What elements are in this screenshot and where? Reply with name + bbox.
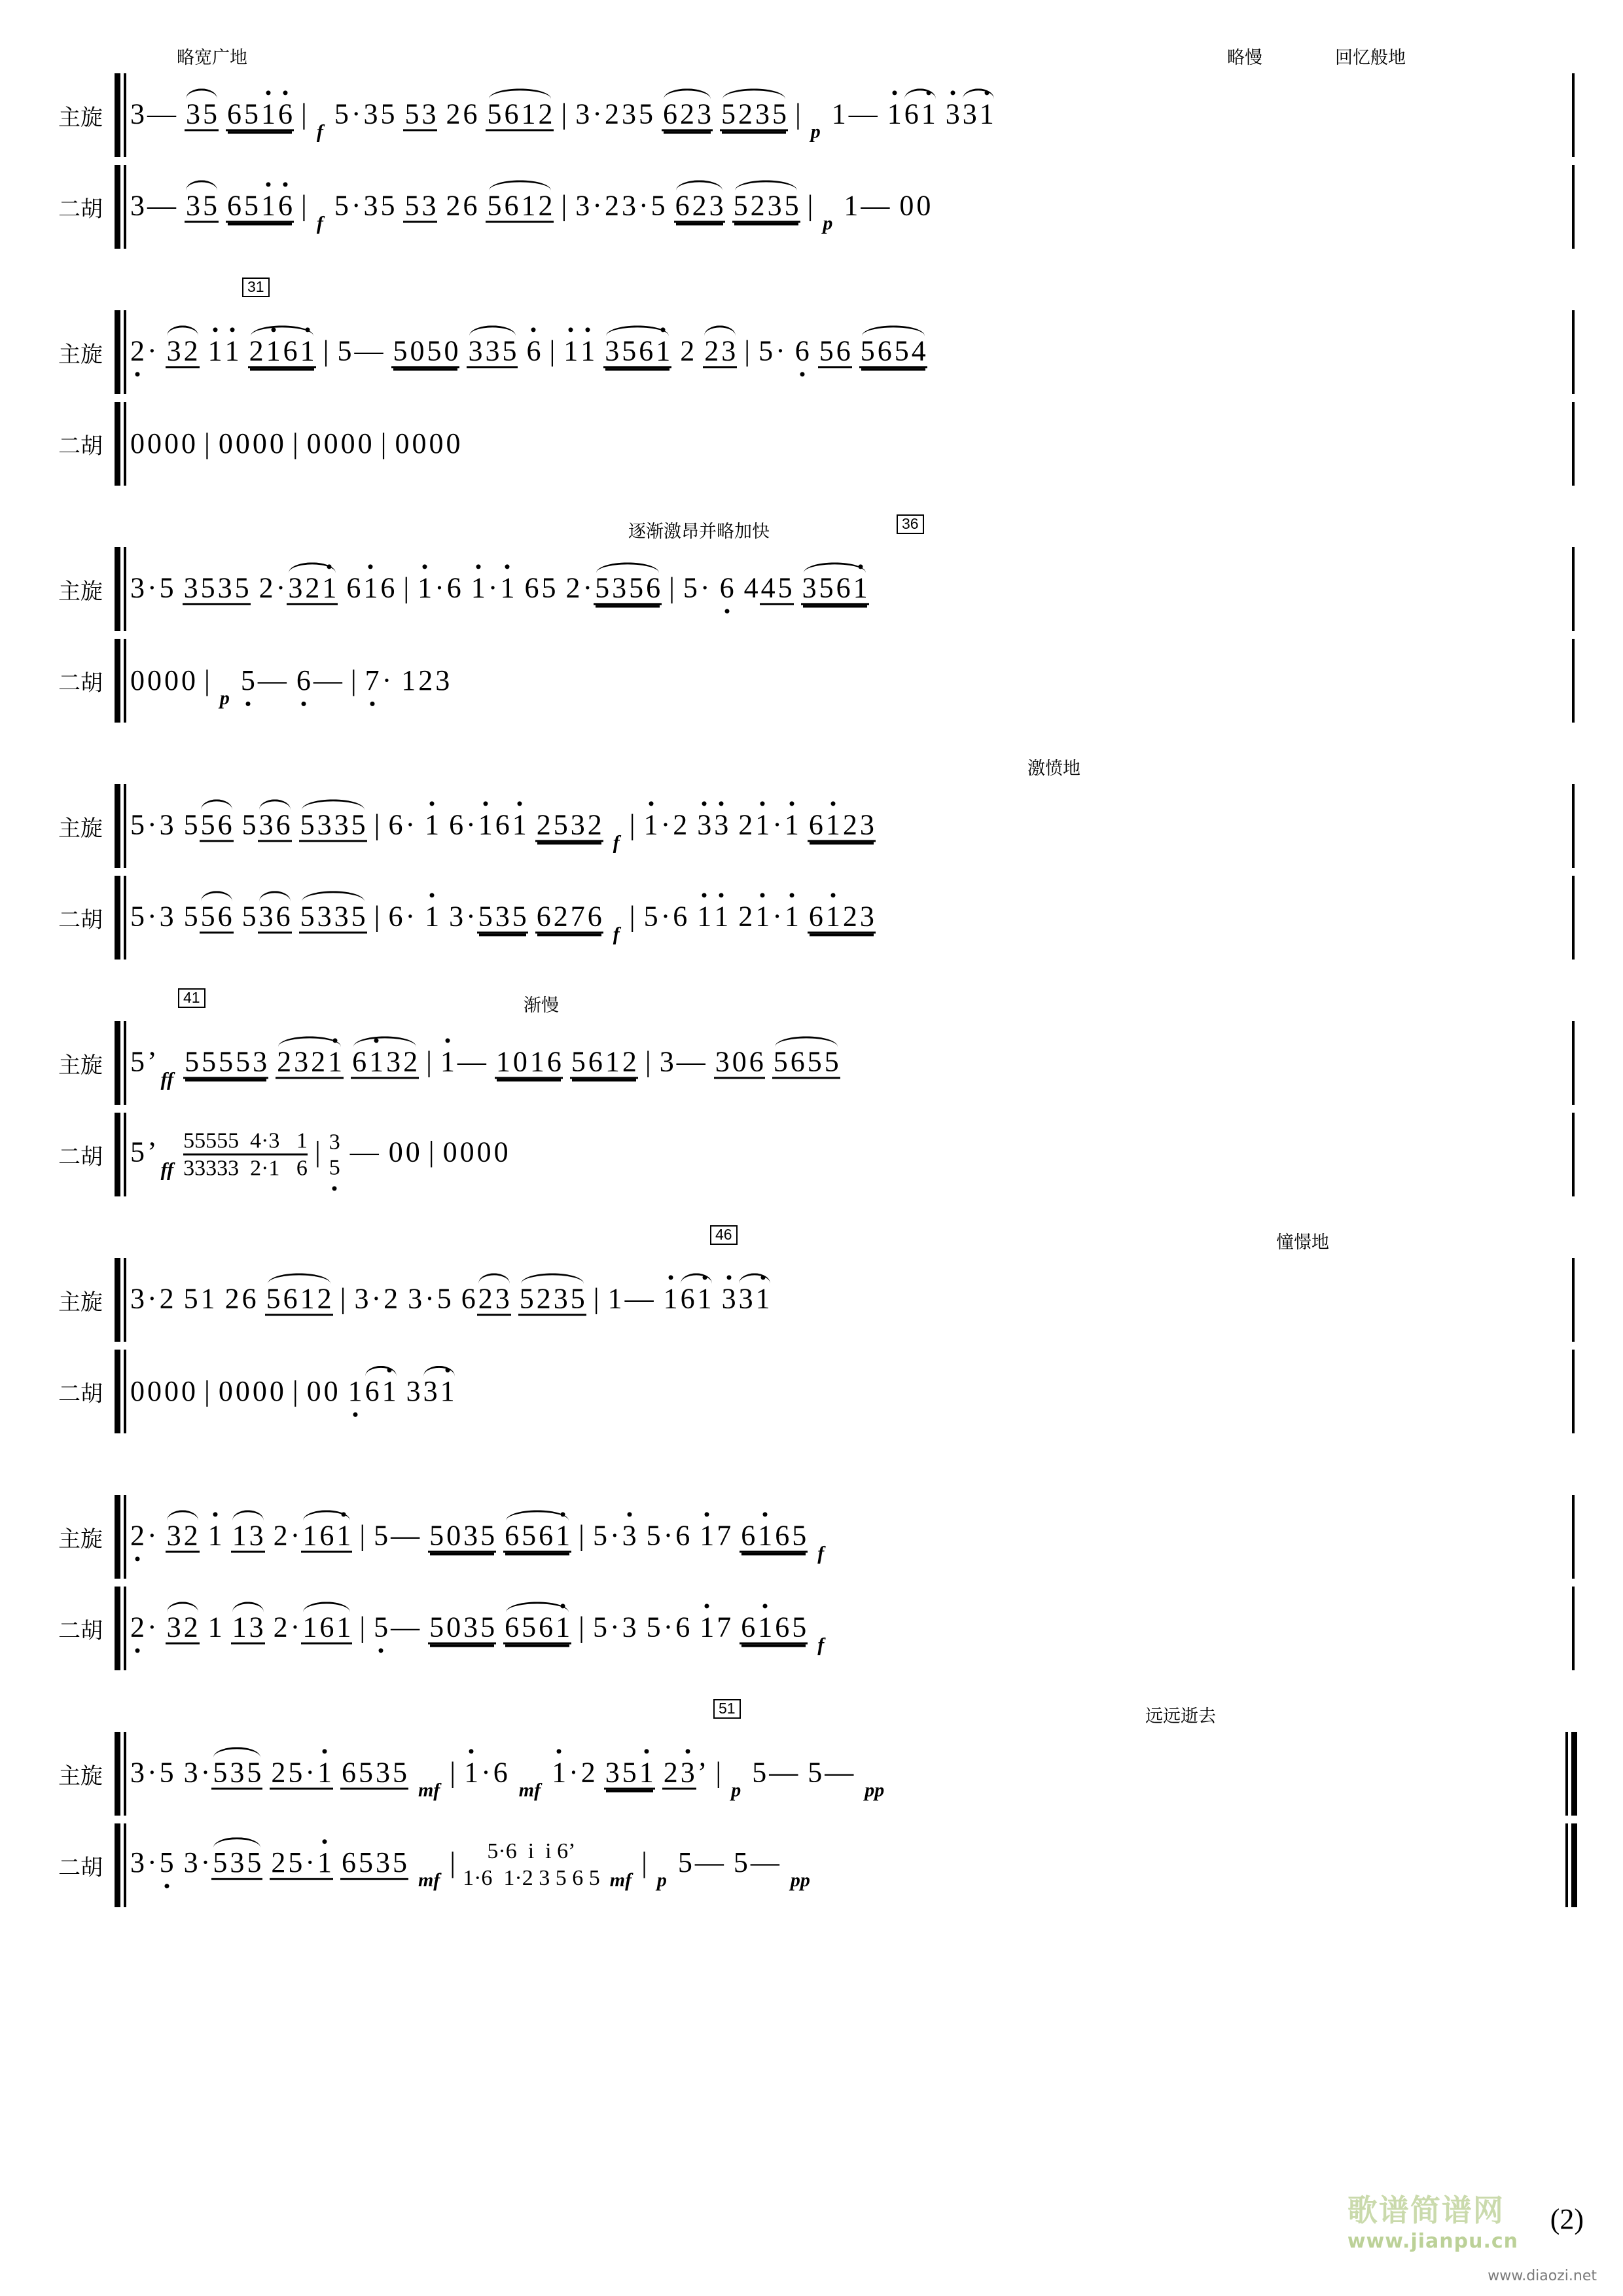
system-5	[0, 987, 1577, 1200]
erhu-notes-system-2: 0000 | 0000 | 0000 | 0000	[130, 427, 461, 459]
melody-notes-system-3: 3·5 3535 2·321 616 | 1·6 1·1 65 2·5356 | 5· 6 445 3561	[129, 547, 1567, 631]
staff-row-erhu	[0, 1583, 1577, 1674]
melody-notes-system-7: 2· 32 1 13 2·161 | 5— 5035 6561 | 5·3 5·6 17 6165 $_f$	[130, 1519, 825, 1564]
barline-start	[115, 876, 129, 960]
expression-mark: 激愤地	[1027, 759, 1080, 779]
staff-row-melody	[0, 780, 1577, 872]
barline-start	[115, 402, 129, 486]
staff-row-melody	[0, 306, 1577, 398]
erhu-notes-system-8: 3·5 3·535 25·1 6535 $_{mf}$ | 5·6 i i 6’ 1·6 1·2 3 5 6 5 $_{mf}$ | $_p$ 5— 5— $_{pp}$	[130, 1839, 810, 1892]
system-4	[0, 750, 1577, 963]
part-label-melody: 主旋	[58, 1526, 103, 1552]
staff-row-erhu	[0, 398, 1577, 490]
staff-row-erhu	[0, 635, 1577, 726]
expression-mark: 渐慢	[524, 996, 559, 1016]
barline-end	[1567, 876, 1577, 960]
barline-end	[1567, 1587, 1577, 1670]
barline-end	[1567, 1021, 1577, 1105]
measure-number: 41	[178, 988, 205, 1008]
system-1	[0, 39, 1577, 253]
part-label-melody: 主旋	[58, 104, 103, 131]
barline-end	[1567, 1350, 1577, 1433]
watermark	[1347, 2187, 1518, 2253]
part-label-erhu: 二胡	[58, 906, 103, 933]
barline-final	[1567, 1732, 1577, 1816]
system-2	[0, 276, 1577, 490]
barline-end	[1567, 784, 1577, 868]
erhu-notes-system-6: 0000 | 0000 | 00 161 331	[130, 1374, 455, 1407]
footer-site: www.diaozi.net	[1488, 2268, 1597, 2284]
part-label-erhu: 二胡	[58, 196, 103, 223]
barline-end	[1567, 1495, 1577, 1579]
watermark-line-1: 歌谱简谱网	[1347, 2193, 1505, 2228]
expression-mark: 逐渐激昂并略加快	[628, 522, 770, 542]
staff-row-melody	[0, 1254, 1577, 1346]
part-label-erhu: 二胡	[58, 1380, 103, 1407]
erhu-notes-system-5: $5’_{ff}$ $\frac{55555 4\cdot 3 1}{33333 2\cdot 1 6}$ | 3 5 — 00 | 0000	[130, 1128, 508, 1181]
staff-row-erhu	[0, 161, 1577, 253]
erhu-notes-system-1: 3— 35 6516 | $_f$ 5·35 53 26 5612 | 3·23·5 623 5235 | $_p$ 1— 00	[130, 189, 931, 234]
staff-row-melody	[0, 1017, 1577, 1109]
staff-row-melody	[0, 1728, 1577, 1820]
part-label-melody: 主旋	[58, 341, 103, 368]
part-label-erhu: 二胡	[58, 1143, 103, 1170]
system-3	[0, 513, 1577, 726]
system-3-marks	[0, 513, 1577, 543]
barline-start	[115, 1258, 129, 1342]
barline-end	[1567, 547, 1577, 631]
system-5-marks	[0, 987, 1577, 1017]
expression-mark: 略宽广地	[177, 48, 247, 68]
barline-end	[1567, 639, 1577, 723]
part-label-erhu: 二胡	[58, 1617, 103, 1644]
measure-number: 51	[713, 1699, 741, 1719]
part-label-melody: 主旋	[58, 1052, 103, 1079]
barline-start	[115, 1021, 129, 1105]
system-8-marks	[0, 1698, 1577, 1728]
barline-start	[115, 1495, 129, 1579]
part-label-melody: 主旋	[58, 815, 103, 842]
system-2-marks	[0, 276, 1577, 306]
system-4-marks	[0, 750, 1577, 780]
system-7	[0, 1461, 1577, 1674]
system-6-marks	[0, 1224, 1577, 1254]
barline-start	[115, 784, 129, 868]
system-1-marks	[0, 39, 1577, 69]
part-label-melody: 主旋	[58, 1763, 103, 1789]
barline-end	[1567, 1113, 1577, 1196]
system-8	[0, 1698, 1577, 1911]
melody-notes-system-5: $5’_{ff}$ 55553 2321 6132 | 1— 1016 5612 | 3— 306 5655	[130, 1045, 839, 1090]
barline-start	[115, 1732, 129, 1816]
barline-start	[115, 73, 129, 157]
barline-start	[115, 165, 129, 249]
barline-end	[1567, 402, 1577, 486]
expression-mark: 远远逝去	[1145, 1706, 1216, 1727]
part-label-melody: 主旋	[58, 578, 103, 605]
melody-notes-system-6: 3·2 51 26 5612 | 3·2 3·5 623 5235 | 1— 161 331	[129, 1258, 1567, 1342]
barline-end	[1567, 165, 1577, 249]
staff-row-melody	[0, 543, 1577, 635]
page-number: (2)	[1550, 2203, 1584, 2235]
barline-start	[115, 639, 129, 723]
measure-number: 46	[710, 1225, 738, 1245]
barline-end	[1567, 1258, 1577, 1342]
part-label-erhu: 二胡	[58, 1854, 103, 1881]
melody-notes-system-2: 2· 32 11 2161 | 5— 5050 335 6 | 11 3561 2 23 | 5· 6 56 5654	[129, 310, 1567, 394]
melody-notes-system-8: 3·5 3·535 25·1 6535 $_{mf}$ | 1·6 $_{mf}$ 1·2 351 23’ | $_p$ 5— 5— $_{pp}$	[130, 1756, 885, 1801]
barline-start	[115, 1113, 129, 1196]
erhu-notes-system-4: 5·3 556 536 5335 | 6· 1 3·535 6276 $_f$ | 5·6 11 21·1 6123	[130, 900, 874, 945]
erhu-notes-system-3: 0000 | $_p$ 5— 6— | 7· 123	[130, 664, 450, 709]
melody-notes-system-1: 3— 35 6516 | $_f$ 5·35 53 26 5612 | 3·235 623 5235 | $_p$ 1— 161 331	[130, 98, 994, 143]
part-label-erhu: 二胡	[58, 670, 103, 696]
barline-start	[115, 1587, 129, 1670]
barline-start	[115, 310, 129, 394]
erhu-notes-system-7: 2· 32 1 13 2·161 | 5— 5035 6561 | 5·3 5·6 17 6165 $_f$	[130, 1611, 825, 1656]
barline-end	[1567, 73, 1577, 157]
expression-mark: 回忆般地	[1335, 48, 1406, 68]
barline-final	[1567, 1823, 1577, 1907]
staff-row-erhu	[0, 1109, 1577, 1200]
barline-start	[115, 1823, 129, 1907]
part-label-melody: 主旋	[58, 1289, 103, 1316]
measure-number: 36	[897, 514, 924, 534]
barline-start	[115, 547, 129, 631]
part-label-erhu: 二胡	[58, 433, 103, 459]
staff-row-erhu	[0, 872, 1577, 963]
staff-row-melody	[0, 69, 1577, 161]
system-6	[0, 1224, 1577, 1437]
staff-row-erhu	[0, 1820, 1577, 1911]
staff-row-erhu	[0, 1346, 1577, 1437]
barline-end	[1567, 310, 1577, 394]
watermark-line-2: www.jianpu.cn	[1347, 2230, 1518, 2253]
barline-start	[115, 1350, 129, 1433]
staff-row-melody	[0, 1491, 1577, 1583]
expression-mark: 憧憬地	[1276, 1232, 1329, 1253]
system-7-marks	[0, 1461, 1577, 1491]
melody-notes-system-4: 5·3 556 536 5335 | 6· 1 6·161 2532 $_f$ | 1·2 33 21·1 6123	[130, 808, 874, 853]
expression-mark: 略慢	[1227, 48, 1262, 68]
measure-number: 31	[242, 278, 270, 297]
